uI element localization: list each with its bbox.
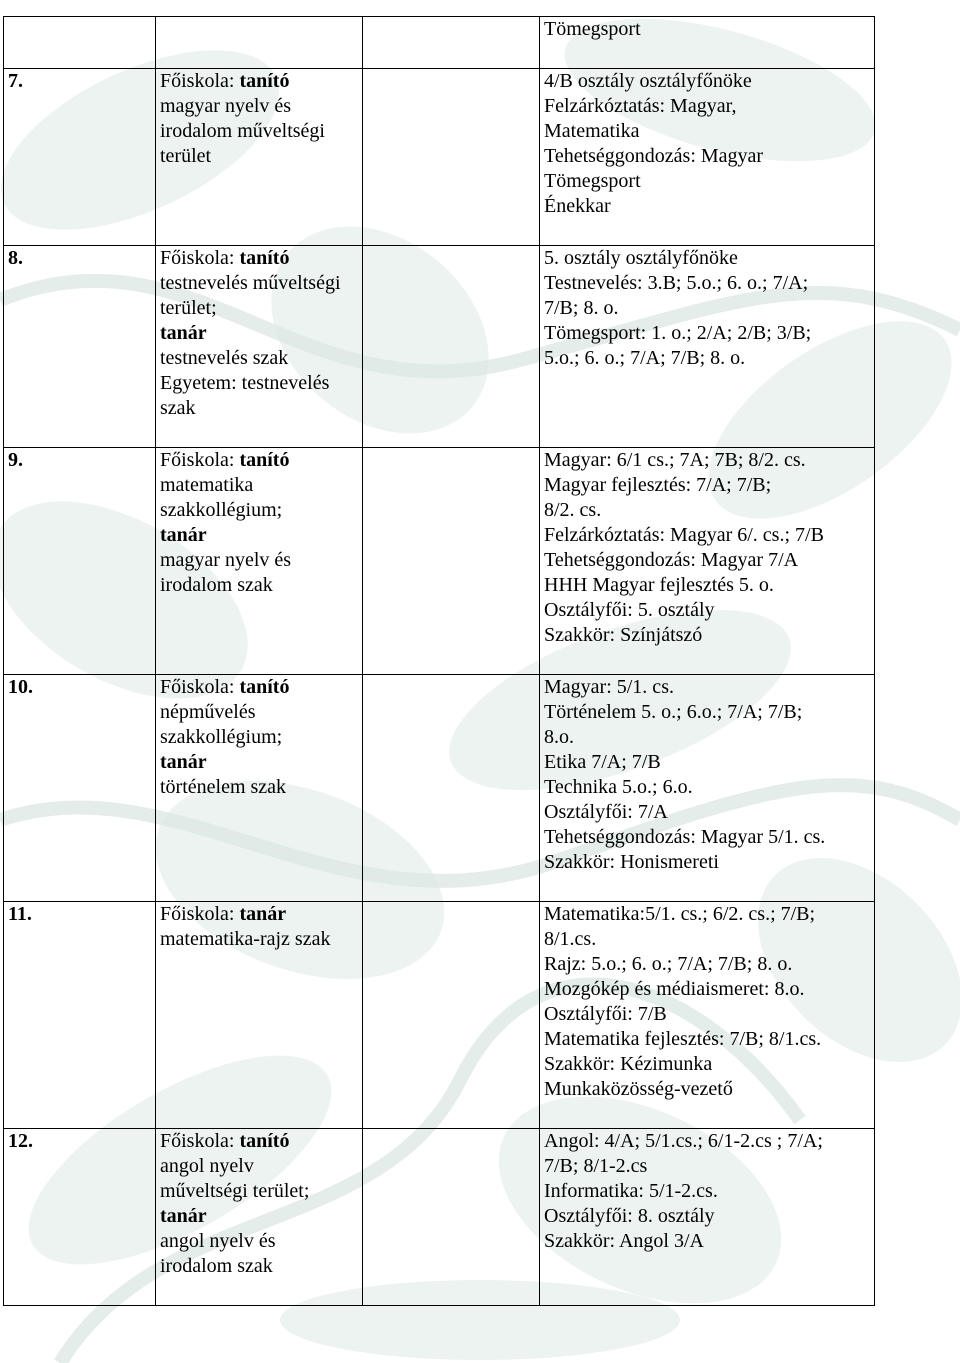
- qualification-line: [160, 1129, 358, 1154]
- subject-line: Osztályfői: 7/B: [544, 1003, 667, 1025]
- subject-line: Tehetséggondozás: Magyar 5/1. cs.: [544, 826, 826, 848]
- qualification-line: [160, 119, 358, 144]
- qualification-text: magyar nyelv és: [160, 95, 292, 117]
- qualification-text: angol nyelv és: [160, 1230, 276, 1252]
- qualification-cell: [156, 675, 363, 902]
- qualification-line: [160, 346, 358, 371]
- empty-cell: [363, 902, 540, 1129]
- qualification-line: [160, 902, 358, 927]
- subject-line: Informatika: 5/1-2.cs.: [544, 1180, 718, 1202]
- qualification-title: tanár: [160, 322, 207, 344]
- empty-cell: [363, 69, 540, 246]
- subject-line: Magyar: 6/1 cs.; 7A; 7B; 8/2. cs.: [544, 449, 806, 471]
- empty-cell: [363, 448, 540, 675]
- qualification-line: [160, 371, 358, 396]
- qualification-institution: Főiskola:: [160, 247, 240, 269]
- row-number: 7.: [4, 69, 156, 246]
- subject-line: 7/B; 8. o.: [544, 297, 619, 319]
- subject-line: Magyar: 5/1. cs.: [544, 676, 674, 698]
- qualification-title: tanár: [239, 903, 287, 925]
- subject-line: Technika 5.o.; 6.o.: [544, 776, 693, 798]
- subject-line: Osztályfői: 7/A: [544, 801, 668, 823]
- qualification-text: műveltségi terület;: [160, 1180, 310, 1202]
- qualification-line: [160, 548, 358, 573]
- subject-line: Etika 7/A; 7/B: [544, 751, 661, 773]
- table-row: [4, 675, 875, 902]
- qualification-text: irodalom szak: [160, 574, 273, 596]
- qualification-title: tanító: [239, 449, 290, 471]
- table-row: [4, 17, 875, 69]
- table-row: [4, 902, 875, 1129]
- qualification-cell: [156, 69, 363, 246]
- qualification-text: terület: [160, 145, 212, 167]
- row-number: 9.: [4, 448, 156, 675]
- qualification-line: [160, 1204, 358, 1229]
- subject-line: Szakkör: Színjátszó: [544, 624, 703, 646]
- qualification-line: [160, 473, 358, 498]
- qualification-line: [160, 396, 358, 421]
- qualification-institution: Főiskola:: [160, 449, 240, 471]
- qualification-line: [160, 573, 358, 598]
- subject-line: Matematika: [544, 120, 640, 142]
- qualification-title: tanár: [160, 751, 207, 773]
- row-number: 12.: [4, 1129, 156, 1306]
- subject-line: 8.o.: [544, 726, 574, 748]
- qualification-text: irodalom műveltségi: [160, 120, 325, 142]
- qualification-line: [160, 700, 358, 725]
- subject-line: Magyar fejlesztés: 7/A; 7/B;: [544, 474, 772, 496]
- subjects-cell: [540, 448, 875, 675]
- qualification-text: matematika-rajz szak: [160, 928, 331, 950]
- qualification-cell: [156, 902, 363, 1129]
- qualification-cell: [156, 1129, 363, 1306]
- subject-line: Felzárkóztatás: Magyar,: [544, 95, 737, 117]
- qualification-line: [160, 675, 358, 700]
- subjects-cell: [540, 675, 875, 902]
- empty-cell: [363, 675, 540, 902]
- qualification-title: tanító: [239, 676, 290, 698]
- qualification-cell: [156, 448, 363, 675]
- qualification-text: testnevelés szak: [160, 347, 289, 369]
- subject-line: Felzárkóztatás: Magyar 6/. cs.; 7/B: [544, 524, 824, 546]
- qualification-institution: Főiskola:: [160, 70, 240, 92]
- qualification-text: szakkollégium;: [160, 499, 283, 521]
- subject-line: Tehetséggondozás: Magyar 7/A: [544, 549, 799, 571]
- qualification-line: [160, 271, 358, 296]
- subject-line: Tömegsport: 1. o.; 2/A; 2/B; 3/B;: [544, 322, 812, 344]
- qualification-institution: Főiskola:: [160, 1130, 240, 1152]
- qualification-cell: [156, 246, 363, 448]
- qualification-line: [160, 448, 358, 473]
- qualification-line: [160, 246, 358, 271]
- qualification-text: matematika: [160, 474, 254, 496]
- subject-line: HHH Magyar fejlesztés 5. o.: [544, 574, 774, 596]
- qualification-text: történelem szak: [160, 776, 287, 798]
- row-number: 8.: [4, 246, 156, 448]
- qualification-institution: Főiskola:: [160, 903, 240, 925]
- row-number: [4, 17, 156, 69]
- subjects-cell: [540, 1129, 875, 1306]
- qualification-title: tanító: [239, 1130, 290, 1152]
- qualification-text: terület;: [160, 297, 217, 319]
- subject-line: 5. osztály osztályfőnöke: [544, 247, 738, 269]
- subjects-cell: [540, 246, 875, 448]
- empty-cell: [363, 17, 540, 69]
- qualification-line: [160, 1154, 358, 1179]
- subject-line: Tömegsport: [544, 18, 641, 40]
- subject-line: 8/2. cs.: [544, 499, 602, 521]
- row-number: 10.: [4, 675, 156, 902]
- qualification-line: [160, 725, 358, 750]
- subject-line: Munkaközösség-vezető: [544, 1078, 733, 1100]
- empty-cell: [363, 1129, 540, 1306]
- qualification-title: tanár: [160, 524, 207, 546]
- qualification-text: Egyetem: testnevelés: [160, 372, 330, 394]
- subject-line: Angol: 4/A; 5/1.cs.; 6/1-2.cs ; 7/A;: [544, 1130, 823, 1152]
- subject-line: Matematika:5/1. cs.; 6/2. cs.; 7/B;: [544, 903, 816, 925]
- subject-line: Matematika fejlesztés: 7/B; 8/1.cs.: [544, 1028, 822, 1050]
- qualification-line: [160, 498, 358, 523]
- qualification-line: [160, 775, 358, 800]
- subjects-cell: [540, 902, 875, 1129]
- row-number: 11.: [4, 902, 156, 1129]
- qualification-text: angol nyelv: [160, 1155, 254, 1177]
- qualification-text: szakkollégium;: [160, 726, 283, 748]
- qualification-title: tanár: [160, 1205, 207, 1227]
- subject-line: Osztályfői: 8. osztály: [544, 1205, 715, 1227]
- qualification-line: [160, 69, 358, 94]
- qualification-title: tanító: [239, 247, 290, 269]
- qualification-text: szak: [160, 397, 196, 419]
- qualification-line: [160, 1179, 358, 1204]
- subject-line: 4/B osztály osztályfőnöke: [544, 70, 752, 92]
- subject-line: Tömegsport: [544, 170, 641, 192]
- subject-line: Szakkör: Kézimunka: [544, 1053, 713, 1075]
- qualification-line: [160, 321, 358, 346]
- qualification-cell: [156, 17, 363, 69]
- qualification-line: [160, 144, 358, 169]
- subject-line: Osztályfői: 5. osztály: [544, 599, 715, 621]
- qualification-text: testnevelés műveltségi: [160, 272, 341, 294]
- qualification-line: [160, 94, 358, 119]
- qualification-text: irodalom szak: [160, 1255, 273, 1277]
- subject-line: Történelem 5. o.; 6.o.; 7/A; 7/B;: [544, 701, 803, 723]
- subject-line: Testnevelés: 3.B; 5.o.; 6. o.; 7/A;: [544, 272, 809, 294]
- qualification-institution: Főiskola:: [160, 676, 240, 698]
- subjects-cell: [540, 17, 875, 69]
- subject-line: 8/1.cs.: [544, 928, 597, 950]
- empty-cell: [363, 246, 540, 448]
- qualification-text: népművelés: [160, 701, 256, 723]
- qualification-text: magyar nyelv és: [160, 549, 292, 571]
- subject-line: 7/B; 8/1-2.cs: [544, 1155, 648, 1177]
- qualification-line: [160, 296, 358, 321]
- subject-line: Énekkar: [544, 195, 611, 217]
- subject-line: Tehetséggondozás: Magyar: [544, 145, 764, 167]
- qualification-title: tanító: [239, 70, 290, 92]
- subject-line: Mozgókép és médiaismeret: 8.o.: [544, 978, 805, 1000]
- qualification-line: [160, 927, 358, 952]
- qualification-line: [160, 523, 358, 548]
- subject-line: Szakkör: Angol 3/A: [544, 1230, 704, 1252]
- table-row: [4, 246, 875, 448]
- subject-line: Szakkör: Honismereti: [544, 851, 719, 873]
- qualification-line: [160, 1254, 358, 1279]
- table-row: [4, 69, 875, 246]
- table-row: [4, 1129, 875, 1306]
- table-row: [4, 448, 875, 675]
- staff-table: [3, 16, 875, 1306]
- subject-line: Rajz: 5.o.; 6. o.; 7/A; 7/B; 8. o.: [544, 953, 793, 975]
- qualification-line: [160, 1229, 358, 1254]
- qualification-line: [160, 750, 358, 775]
- subject-line: 5.o.; 6. o.; 7/A; 7/B; 8. o.: [544, 347, 746, 369]
- subjects-cell: [540, 69, 875, 246]
